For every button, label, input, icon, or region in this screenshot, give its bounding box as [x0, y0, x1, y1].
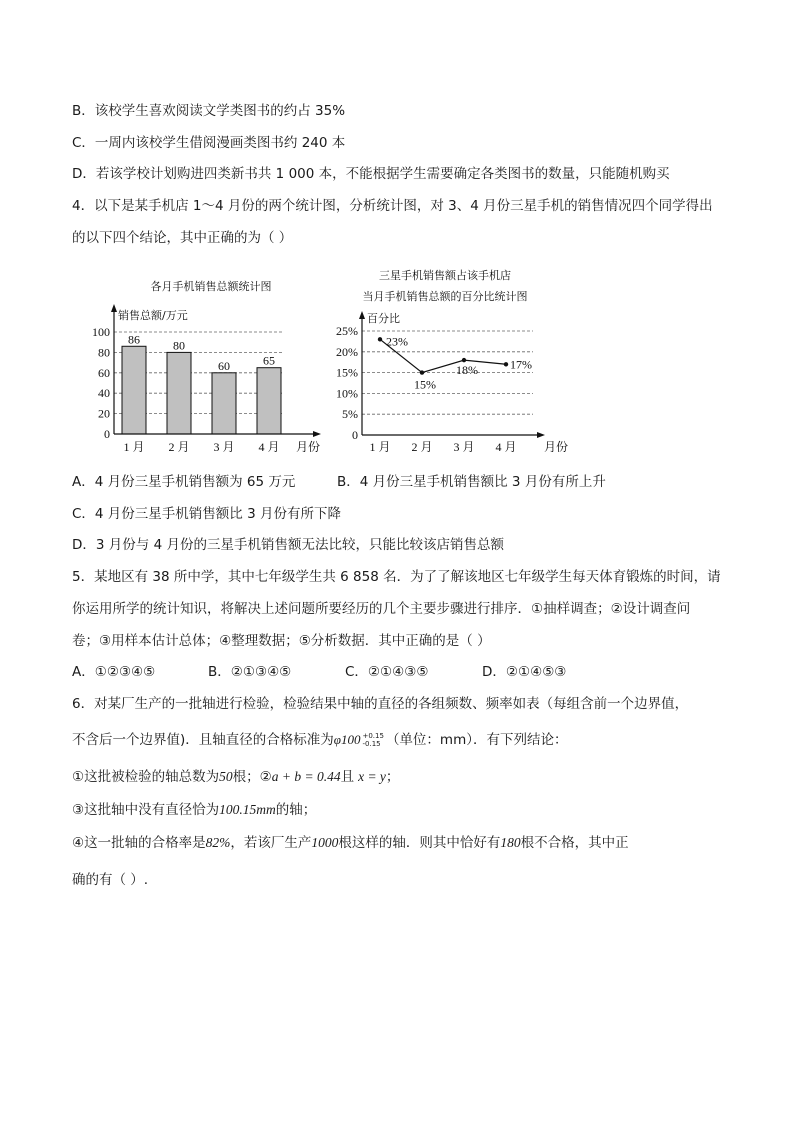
bar-ytick-label: 0	[104, 427, 110, 441]
q4-stem-line2: 的以下四个结论，其中正确的为（ ）	[72, 230, 293, 246]
bar-xtick-label: 4 月	[258, 440, 280, 454]
q6-c2-and: 且	[340, 769, 355, 785]
q6-stem-line2	[72, 730, 568, 750]
line-chart	[325, 262, 585, 462]
bar-chart-title: 各月手机销售总额统计图	[150, 280, 272, 293]
line-value-label: 15%	[414, 377, 436, 392]
q6-stem-line2-tail: （单位：mm）．有下列结论：	[385, 732, 568, 748]
q4-option-d: D．3 月份与 4 月份的三星手机销售额无法比较，只能比较该店销售总额	[72, 537, 504, 553]
q6-c4-text: ④这一批轴的合格率是	[72, 835, 206, 851]
q6-c3-value: 100.15mm	[219, 802, 276, 817]
q6-c4-defective: 180	[500, 835, 521, 850]
bar	[257, 368, 281, 434]
line-xtick-label: 1 月	[369, 440, 391, 454]
line-ytick-label: 5%	[342, 407, 358, 422]
line-ytick-label: 20%	[336, 344, 358, 359]
q5-stem-line3: 卷；③用样本估计总体；④整理数据；⑤分析数据．其中正确的是（ ）	[72, 633, 491, 649]
q6-conclusion-1-2	[72, 767, 399, 787]
q4-option-c: C．4 月份三星手机销售额比 3 月份有所下降	[72, 506, 341, 522]
bar-ytick-label: 40	[98, 386, 110, 401]
q5-option-b: B．②①③④⑤	[208, 664, 292, 680]
q6-c1-mid: 根；②	[232, 769, 272, 785]
line-point	[504, 362, 508, 366]
line-point	[378, 337, 382, 341]
line-ytick-label: 10%	[336, 386, 358, 401]
q6-c2-end: ；	[385, 769, 400, 785]
prev-option-d: D．若该学校计划购进四类新书共 1 000 本，不能根据学生需要确定各类图书的数量，只能随机购买	[72, 166, 670, 182]
bar	[122, 346, 146, 434]
bar-value-label: 86	[128, 332, 140, 347]
bar-ytick-label: 80	[98, 345, 110, 360]
line-point	[462, 358, 466, 362]
line-value-label: 17%	[510, 357, 532, 372]
line-xtick-label: 2 月	[411, 440, 433, 454]
prev-option-c: C．一周内该校学生借阅漫画类图书约 240 本	[72, 135, 346, 151]
q5-option-c: C．②①④③⑤	[345, 664, 429, 680]
q6-conclusion-3	[72, 800, 316, 820]
q6-c4-mid2: 根这样的轴．则其中恰好有	[338, 835, 501, 851]
q6-end-line: 确的有（ ）.	[72, 872, 149, 888]
bar-chart-y-arrow-icon	[111, 304, 117, 312]
bar-ytick-label: 20	[98, 406, 110, 421]
line-value-label: 18%	[456, 363, 478, 378]
q6-stem-line2-text: 不含后一个边界值)．且轴直径的合格标准为	[72, 732, 334, 748]
line-value-label: 23%	[386, 334, 408, 349]
q6-standard-phi: φ100	[333, 732, 361, 747]
bar-chart-ylabel: 销售总额/万元	[118, 309, 188, 322]
bar-value-label: 60	[218, 358, 230, 373]
line-chart-title-line2: 当月手机销售总额的百分比统计图	[362, 290, 528, 303]
bar-xtick-label: 3 月	[213, 440, 235, 454]
q6-c2-xy: x = y	[358, 769, 386, 784]
q6-c2-equation: a + b = 0.44	[271, 769, 341, 784]
q5-option-a: A．①②③④⑤	[72, 664, 156, 680]
prev-option-b: B．该校学生喜欢阅读文学类图书的约占 35%	[72, 103, 346, 119]
q6-c1-count: 50	[219, 769, 233, 784]
bar-xtick-label: 2 月	[168, 440, 190, 454]
q5-stem-line2: 你运用所学的统计知识，将解决上述问题所要经历的几个主要步骤进行排序．①抽样调查；②设计调查问	[72, 601, 691, 617]
bar-value-label: 65	[263, 353, 275, 368]
bar-ytick-label: 100	[92, 325, 110, 339]
line-point	[420, 370, 424, 374]
q5-stem-line1: 5．某地区有 38 所中学，其中七年级学生共 6 858 名．为了了解该地区七年级学生每天体育锻炼的时间，请	[72, 569, 721, 585]
line-chart-xlabel: 月份	[544, 440, 569, 454]
bar-chart	[85, 270, 330, 460]
q6-conclusion-4	[72, 833, 629, 853]
q6-c1-text: ①这批被检验的轴总数为	[72, 769, 220, 785]
bar-xtick-label: 1 月	[123, 440, 145, 454]
q6-c4-rate: 82%	[205, 835, 231, 850]
bar-chart-xlabel: 月份	[296, 440, 321, 454]
line-chart-y-arrow-icon	[359, 311, 365, 319]
q4-stem-line1: 4．以下是某手机店 1～4 月份的两个统计图，分析统计图，对 3、4 月份三星手机的销售情况四个同学得出	[72, 198, 713, 214]
q6-c3-text: ③这批轴中没有直径恰为	[72, 802, 220, 818]
bar	[212, 373, 236, 434]
bar-ytick-label: 60	[98, 365, 110, 380]
line-chart-title-line1: 三星手机销售额占该手机店	[379, 269, 511, 282]
q6-c4-tail: 根不合格，其中正	[520, 835, 629, 851]
q6-c4-total: 1000	[311, 835, 339, 850]
q4-option-b: B．4 月份三星手机销售额比 3 月份有所上升	[337, 474, 606, 490]
bar-chart-x-arrow-icon	[313, 431, 321, 437]
q6-stem-line1: 6．对某厂生产的一批轴进行检验，检验结果中轴的直径的各组频数、频率如表（每组含前一个边界值，	[72, 696, 689, 712]
line-ytick-label: 25%	[336, 324, 358, 338]
line-ytick-label: 15%	[336, 365, 358, 380]
line-xtick-label: 4 月	[495, 440, 517, 454]
q6-standard-lower: -0.15	[362, 740, 381, 748]
q6-c4-mid: ，若该厂生产	[230, 835, 312, 851]
q5-option-d: D．②①④⑤③	[482, 664, 567, 680]
line-xtick-label: 3 月	[453, 440, 475, 454]
q6-standard-upper: +0.15	[362, 732, 384, 740]
line-ytick-label: 0	[352, 428, 358, 442]
bar-value-label: 80	[173, 338, 185, 353]
line-chart-x-arrow-icon	[537, 432, 545, 438]
line-chart-ylabel: 百分比	[367, 312, 400, 325]
q6-c3-tail: 的轴；	[275, 802, 317, 818]
q4-option-a: A．4 月份三星手机销售额为 65 万元	[72, 474, 296, 490]
bar	[167, 352, 191, 434]
